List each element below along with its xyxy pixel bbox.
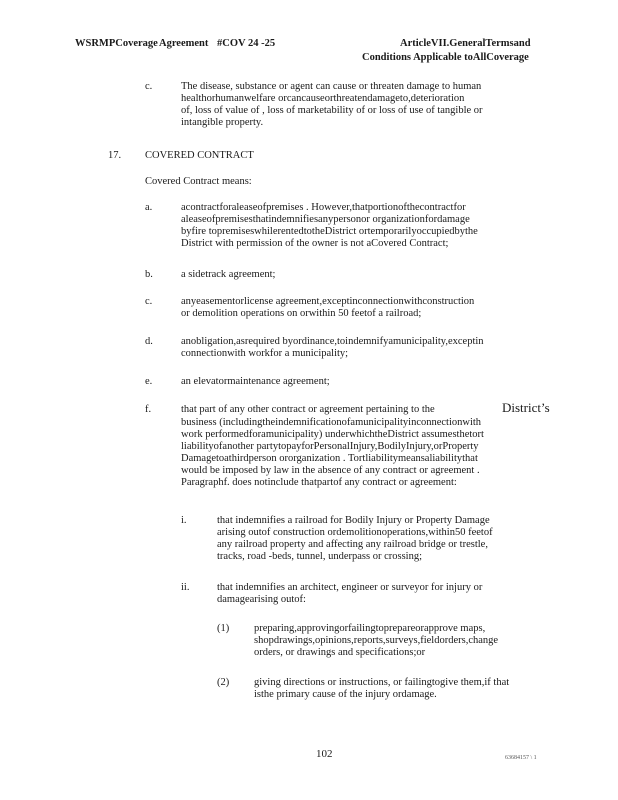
text-line: or demolition operations on orwithin 50 feetof a railroad; <box>181 308 422 319</box>
text-line: tracks, road -beds, tunnel, underpass or crossing; <box>217 551 422 562</box>
list-item-i-text <box>217 515 493 563</box>
list-marker: e. <box>145 376 153 387</box>
section-number: 17. <box>108 150 122 161</box>
text-line: Damagetoathirdperson ororganization . Tortliabilitymeansaliabilitythat <box>181 453 478 464</box>
text-line: damagearising outof: <box>217 594 306 605</box>
text-line: that indemnifies a railroad for Bodily Injury or Property Damage <box>217 515 490 526</box>
text-line: orders, or drawings and specifications;or <box>254 647 426 658</box>
list-marker: b. <box>145 269 153 280</box>
list-item-c-text <box>181 81 483 129</box>
list-item-f-text <box>181 417 484 489</box>
text-line: would be imposed by law in the absence of any contract or agreement . <box>181 465 480 476</box>
page-number: 102 <box>316 748 333 760</box>
text-line: giving directions or instructions, or failingtogive them,if that <box>254 677 510 688</box>
list-item-a-text <box>181 202 478 250</box>
list-item-d-text <box>181 336 484 360</box>
header-agreement-label: Agreement <box>159 38 209 49</box>
list-marker: c. <box>145 296 153 307</box>
text-line: that indemnifies an architect, engineer or surveyor for injury or <box>217 582 483 593</box>
header-article-subtitle: Conditions Applicable toAllCoverage <box>362 52 529 63</box>
list-item-f-first-line: that part of any other contract or agreement pertaining to the <box>181 404 435 415</box>
text-line: acontractforaleaseofpremises . However,thatportionofthecontractfor <box>181 202 466 213</box>
text-line: preparing,approvingorfailingtoprepareorapprove maps, <box>254 623 486 634</box>
text-line: intangible property. <box>181 117 264 128</box>
text-line: business (includingtheindemnificationofamunicipalityinconnectionwith <box>181 417 482 428</box>
district-term: District’s <box>502 400 550 415</box>
list-item-b-text <box>181 269 275 281</box>
text-line: work performedforamunicipality) underwhichtheDistrict assumesthetort <box>181 429 484 440</box>
list-marker: d. <box>145 336 153 347</box>
text-line: isthe primary cause of the injury ordamage. <box>254 689 437 700</box>
list-marker: ii. <box>181 582 190 593</box>
list-marker: f. <box>145 404 152 415</box>
header-agreement-number: #COV 24 -25 <box>217 38 276 49</box>
text-line: shopdrawings,opinions,reports,surveys,fieldorders,change <box>254 635 499 646</box>
text-line: healthorhumanwelfare orcancauseorthreatendamageto,deterioration <box>181 93 465 104</box>
section-intro: Covered Contract means: <box>145 176 252 187</box>
text-line: arising outof construction ordemolitionoperations,within50 feetof <box>217 527 493 538</box>
text-line: connectionwith workfor a municipality; <box>181 348 349 359</box>
section-title: COVERED CONTRACT <box>145 150 254 161</box>
text-line: liabilityofanother partytopayforPersonalInjury,BodilyInjury,orProperty <box>181 441 479 452</box>
header-doc-name: WSRMPCoverage <box>75 38 158 49</box>
list-item-c2-text <box>181 296 474 320</box>
list-marker: i. <box>181 515 187 526</box>
text-line: District with permission of the owner is not aCovered Contract; <box>181 238 449 249</box>
text-line: byfire topremiseswhilerentedtotheDistrict ortemporarilyoccupiedbythe <box>181 226 478 237</box>
list-item-ii-text <box>217 582 482 606</box>
text-line: a sidetrack agreement; <box>181 269 276 280</box>
list-marker: a. <box>145 202 153 213</box>
text-line: anobligation,asrequired byordinance,toindemnifyamunicipality,exceptin <box>181 336 484 347</box>
list-item-1-text <box>254 623 498 659</box>
text-line: of, loss of value of , loss of marketability of or loss of use of tangible or <box>181 105 483 116</box>
text-line: Paragraphf. does notinclude thatpartof any contract or agreement: <box>181 477 457 488</box>
list-marker: (2) <box>217 677 230 688</box>
list-marker: (1) <box>217 623 230 634</box>
header-article-title: ArticleVII.GeneralTermsand <box>400 38 531 49</box>
text-line: an elevatormaintenance agreement; <box>181 376 330 387</box>
text-line: any railroad property and affecting any railroad bridge or trestle, <box>217 539 488 550</box>
text-line: aleaseofpremisesthatindemnifiesanypersonor organizationfordamage <box>181 214 470 225</box>
list-marker: c. <box>145 81 153 92</box>
text-line: The disease, substance or agent can cause or threaten damage to human <box>181 81 482 92</box>
document-code: 63684157 \ 1 <box>505 755 537 761</box>
list-item-e-text <box>181 376 330 388</box>
text-line: anyeasementorlicense agreement,exceptinconnectionwithconstruction <box>181 296 475 307</box>
list-item-2-text <box>254 677 509 701</box>
